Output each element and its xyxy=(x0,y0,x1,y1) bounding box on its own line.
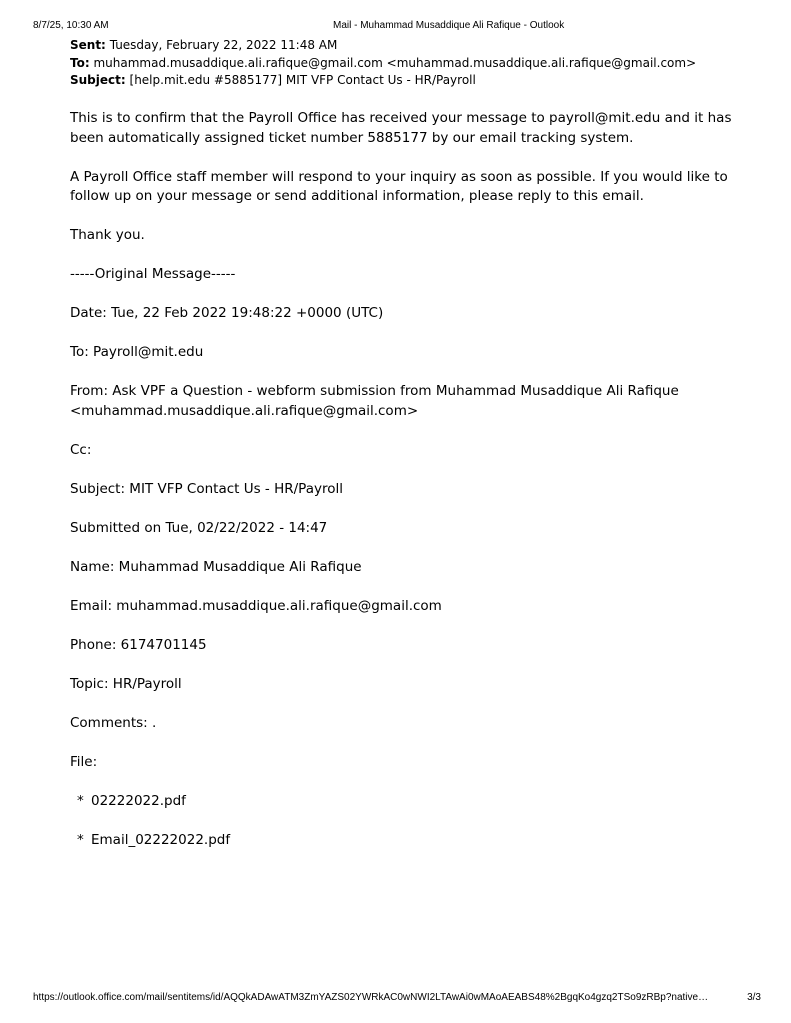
email-header xyxy=(70,37,770,90)
original-to-line: To: Payroll@mit.edu xyxy=(70,344,204,360)
original-subject-line: Subject: MIT VFP Contact Us - HR/Payroll xyxy=(70,480,343,497)
to-row xyxy=(70,55,770,73)
name-line: Name: Muhammad Musaddique Ali Rafique xyxy=(70,558,362,575)
print-header xyxy=(33,19,758,33)
subject-value: [help.mit.edu #5885177] MIT VFP Contact Us - HR/Payroll xyxy=(129,73,476,87)
email-body xyxy=(70,109,750,870)
sent-value: Tuesday, February 22, 2022 11:48 AM xyxy=(109,38,338,52)
phone-line: Phone: 6174701145 xyxy=(70,636,207,653)
print-page-title: Mail - Muhammad Musaddique Ali Rafique - Outlook xyxy=(333,20,565,31)
comments-line: Comments: . xyxy=(70,714,157,731)
file-name: 02222022.pdf xyxy=(91,792,186,809)
page-number: 3/3 xyxy=(747,992,761,1003)
email-line: Email: muhammad.musaddique.ali.rafique@gmail.com xyxy=(70,597,442,614)
original-from-line xyxy=(70,382,750,421)
print-footer xyxy=(33,991,761,1005)
to-value: muhammad.musaddique.ali.rafique@gmail.com <muhammad.musaddique.ali.rafique@gmail.com> xyxy=(93,55,697,70)
file-name: Email_02222022.pdf xyxy=(91,831,231,848)
print-datetime: 8/7/25, 10:30 AM xyxy=(33,20,109,31)
bullet-icon: * xyxy=(77,792,84,809)
original-date-line: Date: Tue, 22 Feb 2022 19:48:22 +0000 (UTC) xyxy=(70,305,384,321)
page-url: https://outlook.office.com/mail/sentitems/id/AQQkADAwATM3ZmYAZS02YWRkAC0wNWI2LTAwAi0wMAoAEABS48%2BgqKo4gzq2TSo9zRBp?native… xyxy=(33,992,709,1003)
submitted-line: Submitted on Tue, 02/22/2022 - 14:47 xyxy=(70,519,328,536)
original-message-separator: -----Original Message----- xyxy=(70,266,236,282)
confirmation-paragraph: This is to confirm that the Payroll Office has received your message to payroll@mit.edu and it has been automatically assigned ticket number 5885177 by our email tracking system. xyxy=(70,110,732,146)
topic-line: Topic: HR/Payroll xyxy=(70,675,182,692)
bullet-icon: * xyxy=(77,831,84,848)
from-line-text: From: Ask VPF a Question - webform submission from Muhammad Musaddique Ali Rafique xyxy=(70,383,679,399)
thank-you-line: Thank you. xyxy=(70,227,145,243)
sent-row xyxy=(70,37,770,55)
response-paragraph: A Payroll Office staff member will respond to your inquiry as soon as possible. If you would like to follow up on your message or send additional information, please reply to this email. xyxy=(70,168,728,204)
to-label: To: xyxy=(70,55,90,70)
from-line-address: <muhammad.musaddique.ali.rafique@gmail.com> xyxy=(70,402,419,419)
subject-row xyxy=(70,72,770,90)
sent-label: Sent: xyxy=(70,38,106,52)
subject-label: Subject: xyxy=(70,73,126,87)
file-list-item xyxy=(70,831,750,851)
file-list-item xyxy=(70,792,750,812)
original-cc-line: Cc: xyxy=(70,441,92,458)
file-label: File: xyxy=(70,753,98,770)
